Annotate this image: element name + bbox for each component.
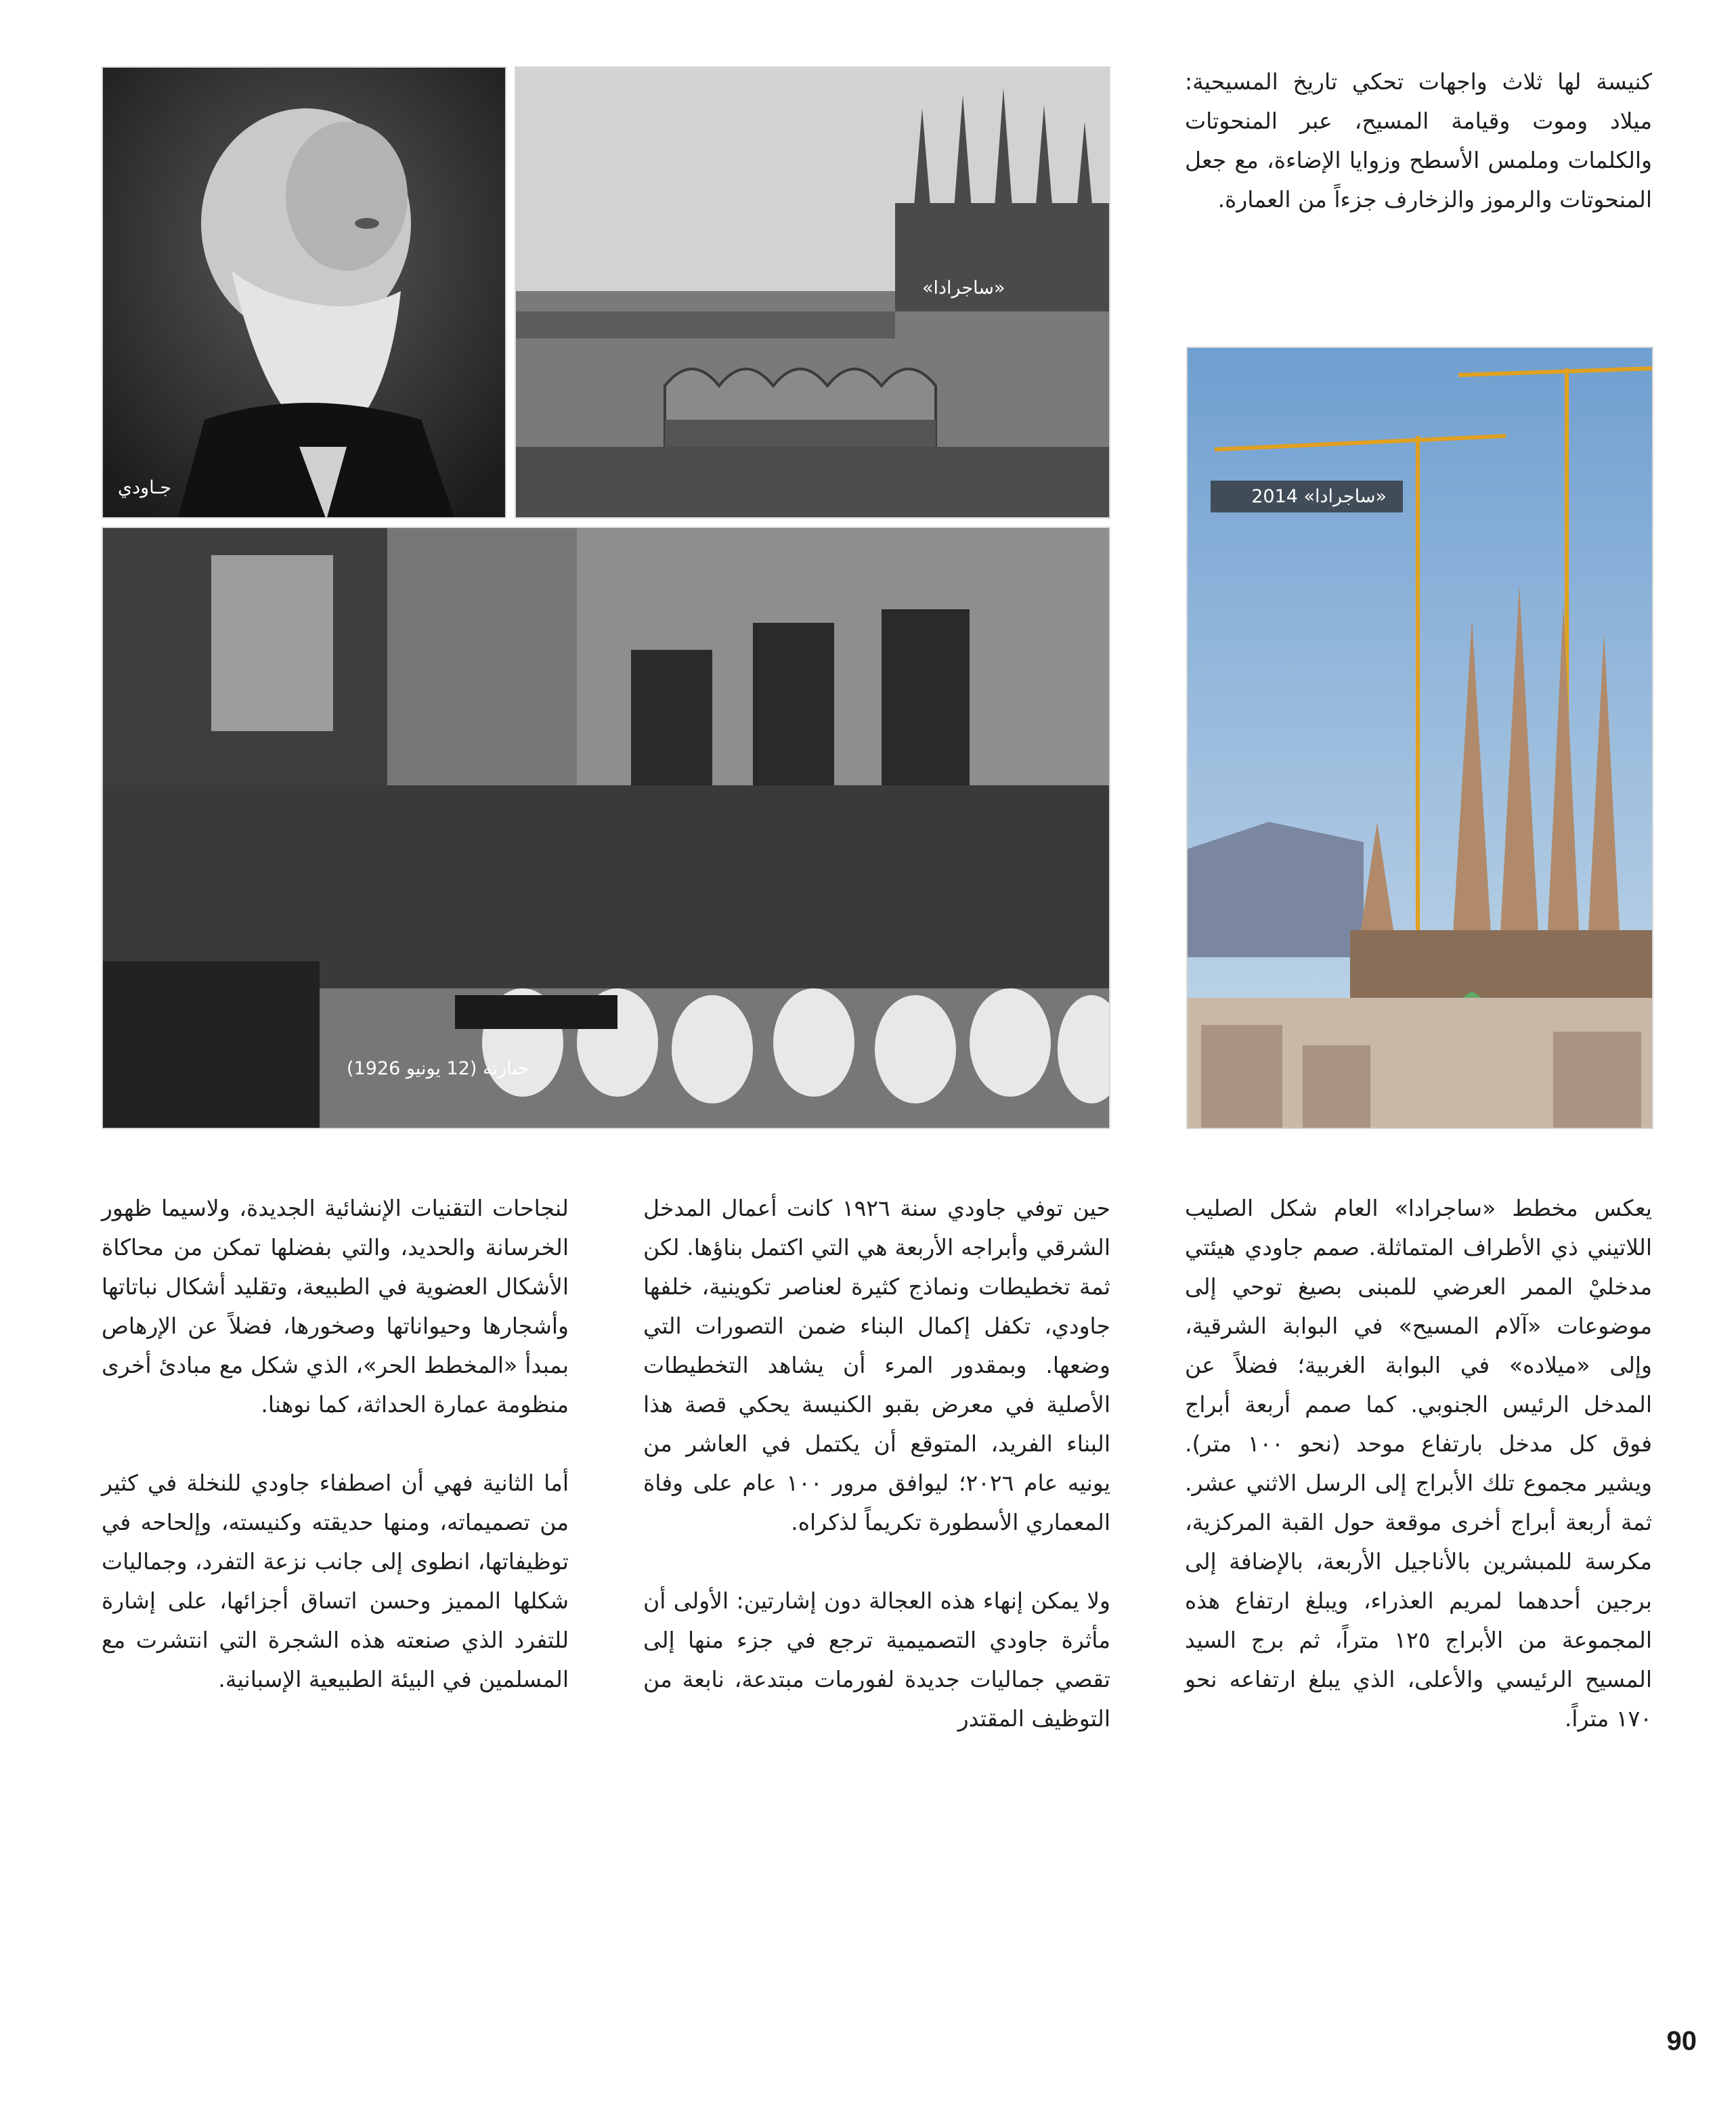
column-left-paragraph-2: أما الثانية فهي أن اصطفاء جاودي للنخلة في كثير من تصميماته، ومنها حديقته وكنيسته، وإلحاحه في توظيفاتها، انطوى إلى جانب نزعة التفرد، وجماليات شكلها المميز وحسن اتساق أجزائها، على إشارة للتفرد الذي صنعته هذه الشجرة التي انتشرت مع المسلمين في البيئة الطبيعية الإسبانية. bbox=[102, 1470, 569, 1692]
intro-paragraph bbox=[1185, 62, 1652, 219]
gaudi-portrait-photo bbox=[102, 66, 506, 519]
column-left bbox=[102, 1189, 569, 1699]
column-middle-paragraph-1: حين توفي جاودي سنة ١٩٢٦ كانت أعمال المدخل الشرقي وأبراجه الأربعة هي التي اكتمل بناؤها. لكن ثمة تخطيطات ونماذج كثيرة لعناصر تكوينية، خلفها جاودي، تكفل إكمال البناء ضمن التصورات التي وضعها. وبمقدور المرء أن يشاهد التخطيطات الأصلية في معرض بقبو الكنيسة يحكي قصة هذا البناء الفريد، المتوقع أن يكتمل في العاشر من يونيه عام ٢٠٢٦؛ ليوافق مرور ١٠٠ عام على وفاة المعماري الأسطورة تكريماً لذكراه. bbox=[643, 1195, 1110, 1535]
funeral-caption: جنازته (12 يونيو 1926) bbox=[347, 1058, 529, 1079]
portrait-caption: جـاودي bbox=[118, 477, 172, 498]
modern-sagrada-caption: «ساجرادا» 2014 bbox=[1211, 481, 1403, 512]
old-sagrada-photo bbox=[515, 66, 1110, 519]
column-middle-paragraph-2: ولا يمكن إنهاء هذه العجالة دون إشارتين: الأولى أن مأثرة جاودي التصميمية ترجع في جزء منها إلى تقصي جماليات جديدة لفورمات مبتدعة، نابعة من التوظيف المقتدر bbox=[643, 1587, 1110, 1732]
column-right bbox=[1185, 1189, 1652, 1738]
page-number: 90 bbox=[1666, 2026, 1697, 2056]
funeral-photo bbox=[102, 527, 1110, 1129]
modern-sagrada-photo bbox=[1186, 347, 1653, 1129]
column-middle bbox=[643, 1189, 1110, 1738]
column-left-paragraph-1: لنجاحات التقنيات الإنشائية الجديدة، ولاسيما ظهور الخرسانة والحديد، والتي بفضلها تمكن من محاكاة الأشكال العضوية في الطبيعة، وتقليد أشكال نباتاتها وأشجارها وحيواناتها وصخورها، فضلاً عن الإرهاص بمبدأ «المخطط الحر»، الذي شكل مع مبادئ أخرى منظومة عمارة الحداثة، كما نوهنا. bbox=[102, 1195, 569, 1418]
old-sagrada-caption: «ساجرادا» bbox=[922, 278, 1005, 299]
intro-text: كنيسة لها ثلاث واجهات تحكي تاريخ المسيحية: ميلاد وموت وقيامة المسيح، عبر المنحوتات والكلمات وملمس الأسطح وزوايا الإضاءة، مع جعل المنحوتات والرموز والزخارف جزءاً من العمارة. bbox=[1185, 68, 1652, 213]
column-right-paragraph: يعكس مخطط «ساجرادا» العام شكل الصليب اللاتيني ذي الأطراف المتماثلة. صمم جاودي هيئتي مدخليْ الممر العرضي للمبنى بصيغ توحي إلى موضوعات «آلام المسيح» في البوابة الشرقية، وإلى «ميلاده» في البوابة الغربية؛ فضلاً عن المدخل الرئيس الجنوبي. كما صمم أربعة أبراج فوق كل مدخل بارتفاع موحد (نحو ١٠٠ متر). ويشير مجموع تلك الأبراج إلى الرسل الاثني عشر. ثمة أربعة أبراج أخرى موقعة حول القبة المركزية، مكرسة للمبشرين بالأناجيل الأربعة، بالإضافة إلى برجين أحدهما لمريم العذراء، ويبلغ ارتفاع هذه المجموعة من الأبراج ١٢٥ متراً، ثم برج السيد المسيح الرئيسي والأعلى، الذي يبلغ ارتفاعه نحو ١٧٠ متراً. bbox=[1185, 1195, 1652, 1732]
